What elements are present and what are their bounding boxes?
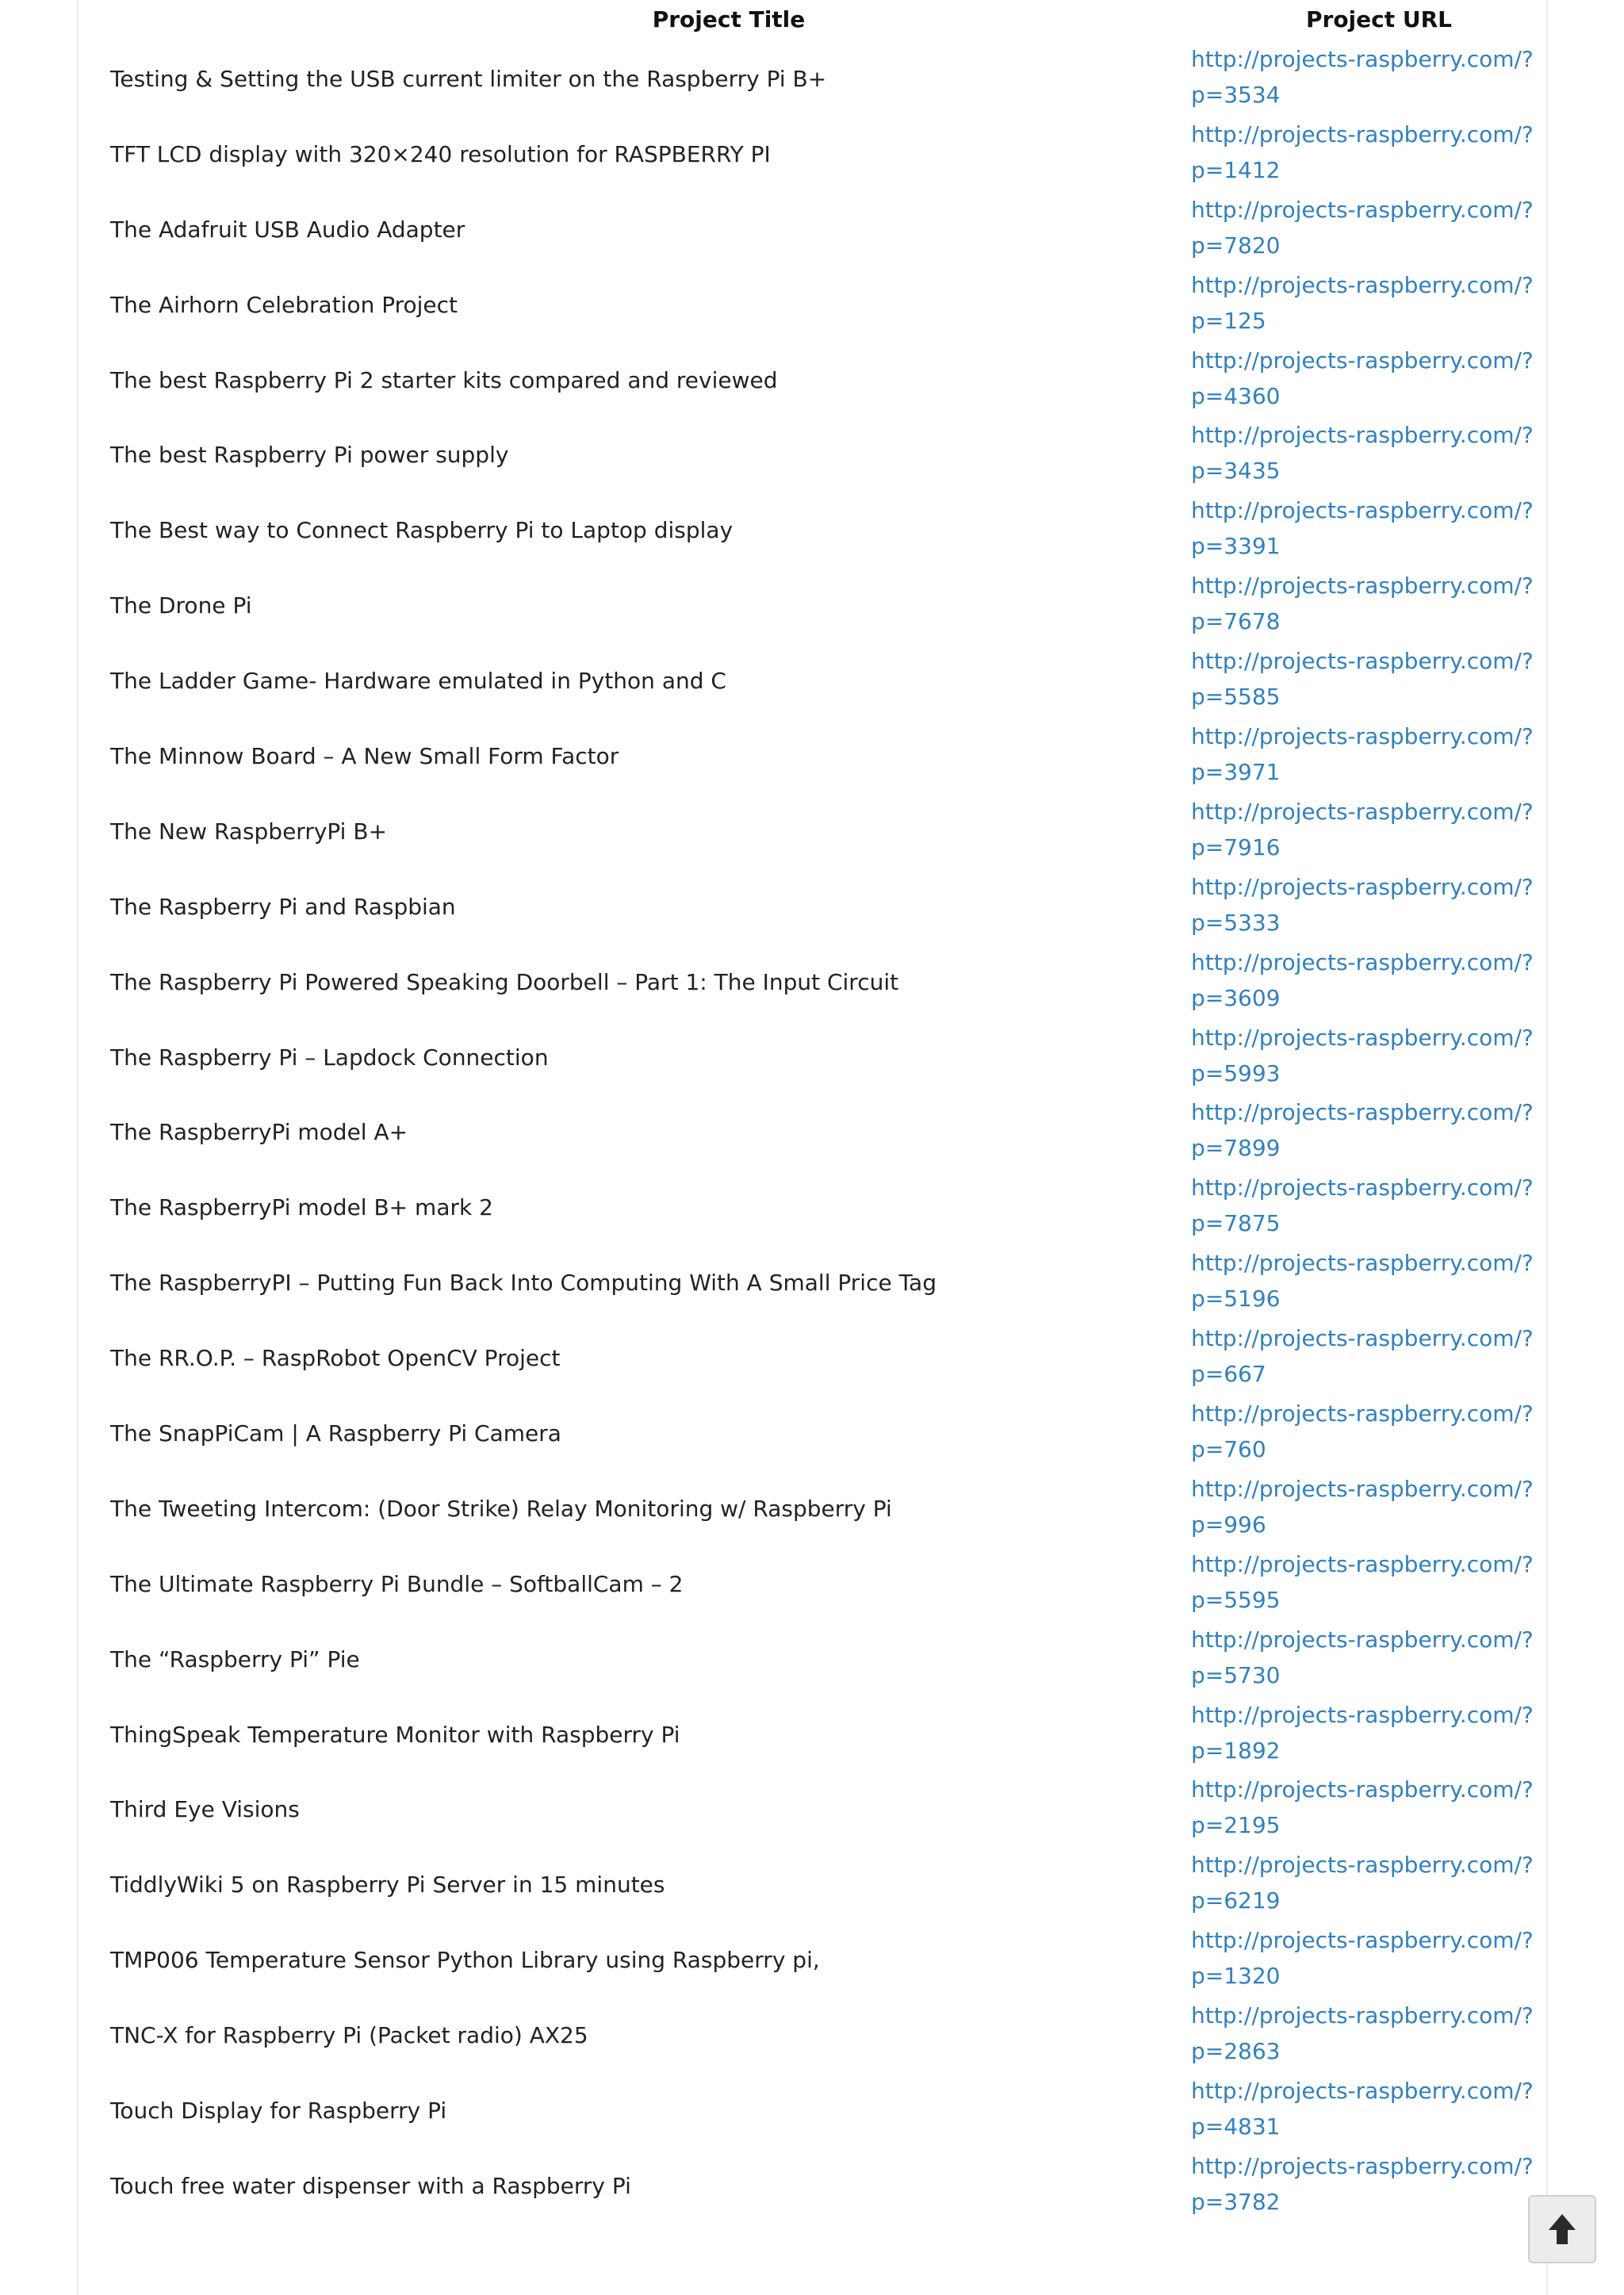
table-row: [79, 1320, 1546, 1396]
table-row: [79, 41, 1546, 117]
project-url-line2: p=7899: [1191, 1135, 1281, 1162]
table-row: [79, 944, 1546, 1020]
project-url-line2: p=3971: [1191, 759, 1281, 786]
project-url-line1: http://projects-raspberry.com/?: [1191, 1099, 1534, 1126]
project-url-link[interactable]: [1191, 1998, 1534, 2069]
project-url-line2: p=3534: [1191, 82, 1281, 108]
project-url-link[interactable]: [1191, 1170, 1534, 1241]
column-header-url: Project URL: [1305, 6, 1453, 33]
project-title: TFT LCD display with 320×240 resolution for RASPBERRY PI: [110, 140, 771, 167]
project-url-line1: http://projects-raspberry.com/?: [1191, 497, 1534, 524]
project-url-line1: http://projects-raspberry.com/?: [1191, 1475, 1534, 1502]
project-url-line1: http://projects-raspberry.com/?: [1191, 1400, 1534, 1427]
project-url-line1: http://projects-raspberry.com/?: [1191, 798, 1534, 825]
project-url-line2: p=125: [1191, 307, 1266, 334]
project-url-link[interactable]: [1191, 1622, 1534, 1693]
project-url-line2: p=3435: [1191, 458, 1281, 485]
table-row: [79, 869, 1546, 944]
project-url-link[interactable]: [1191, 492, 1534, 564]
project-table-body: [79, 41, 1546, 2224]
project-title: The Raspberry Pi – Lapdock Connection: [110, 1044, 549, 1071]
table-row: [79, 568, 1546, 643]
project-title: The New RaspberryPi B+: [110, 818, 388, 845]
project-url-line1: http://projects-raspberry.com/?: [1191, 46, 1534, 72]
project-title: Third Eye Visions: [110, 1796, 300, 1823]
project-url-line2: p=5196: [1191, 1285, 1281, 1312]
project-url-link[interactable]: [1191, 1396, 1534, 1467]
project-title: The Raspberry Pi and Raspbian: [110, 893, 456, 920]
project-url-link[interactable]: [1191, 869, 1534, 941]
project-url-link[interactable]: [1191, 267, 1534, 339]
project-url-line2: p=7916: [1191, 833, 1281, 860]
project-url-line2: p=5993: [1191, 1059, 1281, 1086]
project-title: The Minnow Board – A New Small Form Factor: [110, 743, 619, 770]
project-url-line2: p=667: [1191, 1361, 1266, 1388]
project-url-line2: p=996: [1191, 1511, 1266, 1538]
table-row: [79, 417, 1546, 492]
table-row: [79, 1998, 1546, 2073]
project-url-link[interactable]: [1191, 944, 1534, 1016]
project-title: TMP006 Temperature Sensor Python Library using Raspberry pi,: [110, 1947, 820, 1974]
project-url-link[interactable]: [1191, 1546, 1534, 1618]
table-row: [79, 343, 1546, 418]
project-url-line1: http://projects-raspberry.com/?: [1191, 723, 1534, 750]
page-frame: [77, 0, 1548, 2295]
project-url-line1: http://projects-raspberry.com/?: [1191, 1250, 1534, 1277]
project-url-link[interactable]: [1191, 1320, 1534, 1392]
project-title: The “Raspberry Pi” Pie: [110, 1646, 360, 1672]
project-url-line2: p=5730: [1191, 1661, 1281, 1688]
project-url-line1: http://projects-raspberry.com/?: [1191, 1927, 1534, 1954]
project-url-link[interactable]: [1191, 343, 1534, 414]
project-url-line2: p=6219: [1191, 1887, 1281, 1914]
table-row: [79, 492, 1546, 568]
table-row: [79, 1170, 1546, 1245]
table-row: [79, 117, 1546, 192]
project-url-line1: http://projects-raspberry.com/?: [1191, 1626, 1534, 1653]
project-url-line2: p=7875: [1191, 1210, 1281, 1237]
project-url-line2: p=7820: [1191, 232, 1281, 259]
project-url-line2: p=3391: [1191, 533, 1281, 560]
project-title: The Drone Pi: [110, 592, 252, 619]
project-title: The Best way to Connect Raspberry Pi to Laptop display: [110, 517, 733, 544]
project-title: The RaspberryPI – Putting Fun Back Into Computing With A Small Price Tag: [110, 1270, 936, 1297]
table-row: [79, 1471, 1546, 1546]
arrow-up-icon: [1547, 2213, 1577, 2246]
project-url-line2: p=4360: [1191, 382, 1281, 409]
project-url-link[interactable]: [1191, 1697, 1534, 1768]
project-url-link[interactable]: [1191, 2073, 1534, 2144]
project-url-link[interactable]: [1191, 1094, 1534, 1166]
project-url-link[interactable]: [1191, 1847, 1534, 1918]
project-url-link[interactable]: [1191, 1471, 1534, 1542]
project-url-link[interactable]: [1191, 1020, 1534, 1091]
project-url-line1: http://projects-raspberry.com/?: [1191, 2078, 1534, 2105]
project-title: The SnapPiCam | A Raspberry Pi Camera: [110, 1420, 561, 1447]
project-title: Testing & Setting the USB current limiter on the Raspberry Pi B+: [110, 66, 827, 92]
column-header-title: Project Title: [652, 6, 806, 33]
table-header: [79, 0, 1546, 41]
project-url-line2: p=3609: [1191, 984, 1281, 1011]
project-url-line1: http://projects-raspberry.com/?: [1191, 347, 1534, 374]
project-url-link[interactable]: [1191, 1922, 1534, 1994]
table-row: [79, 1847, 1546, 1922]
project-title: The Ultimate Raspberry Pi Bundle – SoftballCam – 2: [110, 1570, 684, 1597]
table-row: [79, 2073, 1546, 2148]
project-url-line1: http://projects-raspberry.com/?: [1191, 1325, 1534, 1352]
project-url-link[interactable]: [1191, 643, 1534, 715]
project-url-line2: p=7678: [1191, 608, 1281, 635]
project-url-line1: http://projects-raspberry.com/?: [1191, 648, 1534, 675]
project-title: The Airhorn Celebration Project: [110, 291, 458, 318]
project-url-line2: p=1412: [1191, 156, 1281, 183]
project-title: TiddlyWiki 5 on Raspberry Pi Server in 15 minutes: [110, 1872, 665, 1898]
table-row: [79, 794, 1546, 869]
project-url-line1: http://projects-raspberry.com/?: [1191, 1776, 1534, 1803]
project-url-line2: p=1320: [1191, 1963, 1281, 1990]
project-url-line2: p=5595: [1191, 1586, 1281, 1613]
table-row: [79, 1922, 1546, 1998]
project-url-line1: http://projects-raspberry.com/?: [1191, 121, 1534, 148]
project-title: TNC-X for Raspberry Pi (Packet radio) AX25: [110, 2022, 588, 2049]
project-url-link[interactable]: [1191, 41, 1534, 113]
project-url-line2: p=1892: [1191, 1737, 1281, 1764]
project-url-line1: http://projects-raspberry.com/?: [1191, 2002, 1534, 2029]
project-url-line1: http://projects-raspberry.com/?: [1191, 1701, 1534, 1728]
project-url-line1: http://projects-raspberry.com/?: [1191, 948, 1534, 975]
project-url-link[interactable]: [1191, 718, 1534, 790]
project-url-link[interactable]: [1191, 1772, 1534, 1843]
project-url-line1: http://projects-raspberry.com/?: [1191, 1024, 1534, 1051]
project-url-link[interactable]: [1191, 1245, 1534, 1316]
project-url-line1: http://projects-raspberry.com/?: [1191, 196, 1534, 223]
project-url-line1: http://projects-raspberry.com/?: [1191, 1174, 1534, 1201]
project-url-link[interactable]: [1191, 417, 1534, 489]
project-title: The Ladder Game- Hardware emulated in Python and C: [110, 668, 726, 695]
project-title: The best Raspberry Pi power supply: [110, 442, 509, 469]
project-url-line1: http://projects-raspberry.com/?: [1191, 1852, 1534, 1879]
table-row: [79, 643, 1546, 718]
project-title: The Raspberry Pi Powered Speaking Doorbell – Part 1: The Input Circuit: [110, 968, 899, 995]
project-url-line2: p=760: [1191, 1436, 1266, 1463]
table-row: [79, 1094, 1546, 1170]
project-url-line2: p=3782: [1191, 2188, 1281, 2215]
project-title: The Tweeting Intercom: (Door Strike) Relay Monitoring w/ Raspberry Pi: [110, 1495, 892, 1522]
project-url-line2: p=4831: [1191, 2113, 1281, 2140]
table-row: [79, 1697, 1546, 1772]
project-url-line2: p=2863: [1191, 2038, 1281, 2065]
project-url-line1: http://projects-raspberry.com/?: [1191, 422, 1534, 449]
table-row: [79, 1772, 1546, 1847]
table-row: [79, 192, 1546, 267]
project-url-line1: http://projects-raspberry.com/?: [1191, 271, 1534, 298]
project-url-link[interactable]: [1191, 192, 1534, 263]
project-url-link[interactable]: [1191, 117, 1534, 188]
back-to-top-button[interactable]: [1528, 2195, 1596, 2263]
project-url-link[interactable]: [1191, 568, 1534, 639]
table-row: [79, 718, 1546, 794]
project-title: The Adafruit USB Audio Adapter: [110, 216, 465, 243]
project-url-line2: p=5585: [1191, 684, 1281, 711]
table-row: [79, 1245, 1546, 1320]
table-row: [79, 1020, 1546, 1095]
project-title: The RaspberryPi model A+: [110, 1119, 408, 1146]
project-url-line1: http://projects-raspberry.com/?: [1191, 573, 1534, 600]
project-url-line1: http://projects-raspberry.com/?: [1191, 2152, 1534, 2179]
project-url-line2: p=2195: [1191, 1812, 1281, 1839]
project-url-line1: http://projects-raspberry.com/?: [1191, 1550, 1534, 1577]
project-url-line1: http://projects-raspberry.com/?: [1191, 873, 1534, 900]
project-title: The best Raspberry Pi 2 starter kits compared and reviewed: [110, 366, 778, 393]
table-row: [79, 1396, 1546, 1471]
table-row: [79, 2148, 1546, 2224]
project-url-line2: p=5333: [1191, 909, 1281, 936]
project-title: Touch free water dispenser with a Raspberry Pi: [110, 2172, 631, 2199]
table-row: [79, 267, 1546, 343]
table-row: [79, 1546, 1546, 1622]
project-title: The RaspberryPi model B+ mark 2: [110, 1194, 493, 1221]
project-title: Touch Display for Raspberry Pi: [110, 2098, 447, 2125]
table-row: [79, 1622, 1546, 1697]
project-title: The RR.O.P. – RaspRobot OpenCV Project: [110, 1345, 561, 1372]
project-url-link[interactable]: [1191, 2148, 1534, 2220]
project-title: ThingSpeak Temperature Monitor with Raspberry Pi: [110, 1721, 680, 1748]
project-url-link[interactable]: [1191, 794, 1534, 865]
